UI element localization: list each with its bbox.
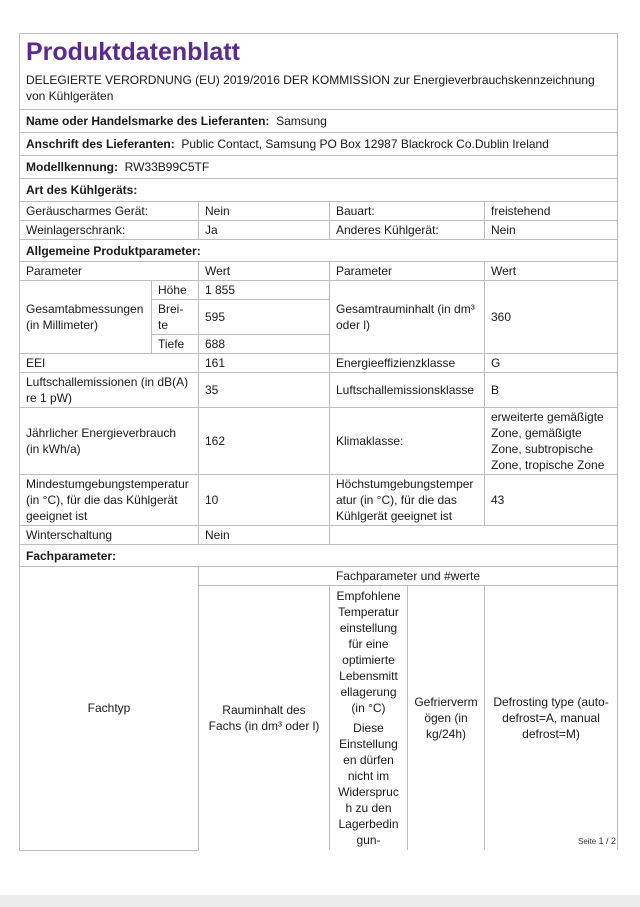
supplier-name-row (20, 110, 618, 133)
col-parameter-header-2: Parameter (330, 262, 485, 281)
page-label: Seite (578, 837, 597, 846)
max-temp-value: 43 (485, 475, 618, 526)
supplier-address-value: Public Contact, Samsung PO Box 12987 Blackrock Co.Dublin Ireland (181, 137, 549, 151)
winter-switch-value: Nein (199, 526, 330, 545)
low-noise-value: Nein (199, 202, 330, 221)
supplier-address-row (20, 133, 618, 156)
compartment-type-header: Fachtyp (20, 567, 199, 851)
noise-emission-label: Luftschallemissionen (in dB(A) re 1 pW) (20, 373, 199, 408)
supplier-name-value: Samsung (276, 114, 327, 128)
depth-value: 688 (199, 335, 330, 354)
model-id-row (20, 156, 618, 179)
height-label: Höhe (152, 281, 199, 300)
energy-class-label: Energieeffizienzklasse (330, 354, 485, 373)
page-bottom-strip (0, 895, 640, 907)
min-temp-label: Mindestumgebungstemperatur (in °C), für die das Kühlgerät geeignet ist (20, 475, 199, 526)
winter-switch-label: Winterschaltung (20, 526, 199, 545)
supplier-name-label: Name oder Handelsmarke des Lieferanten: (26, 114, 270, 128)
wine-cabinet-label: Weinlagerschrank: (20, 221, 199, 240)
total-volume-label: Gesamtrauminhalt (in dm³ oder l) (330, 281, 485, 354)
appliance-type-heading: Art des Kühlgeräts: (20, 179, 618, 202)
recommended-temp-text: Empfohlene Temperatureinstellung für eine optimierte Lebensmittellagerung (in °C) (336, 589, 401, 715)
min-temp-value: 10 (199, 475, 330, 526)
recommended-temp-note: Diese Einstellungen dürfen nicht im Widerspruch zu den Lagerbedingun- (338, 721, 399, 847)
dimensions-label: Gesamtabmessungen (in Millimeter) (20, 281, 152, 354)
height-value: 1 855 (199, 281, 330, 300)
supplier-address-label: Anschrift des Lieferanten: (26, 137, 175, 151)
total-volume-value: 360 (485, 281, 618, 354)
page-number: 1 / 2 (598, 836, 616, 846)
noise-class-value: B (485, 373, 618, 408)
depth-label: Tiefe (152, 335, 199, 354)
wine-cabinet-value: Ja (199, 221, 330, 240)
design-label: Bauart: (330, 202, 485, 221)
design-value: freistehend (485, 202, 618, 221)
regulation-intro: DELEGIERTE VERORDNUNG (EU) 2019/2016 DER KOMMISSION zur Energieverbrauchskennzeichnung von Kühlgeräten (26, 73, 595, 103)
width-value: 595 (199, 300, 330, 335)
other-appliance-label: Anderes Kühlgerät: (330, 221, 485, 240)
noise-emission-value: 35 (199, 373, 330, 408)
annual-consumption-value: 162 (199, 408, 330, 475)
defrost-type-header: Defrosting type (auto-defrost=A, manual defrost=M) (485, 586, 618, 851)
model-id-label: Modellkennung: (26, 160, 118, 174)
recommended-temp-header (330, 586, 408, 851)
col-parameter-header: Parameter (20, 262, 199, 281)
model-id-value: RW33B99C5TF (124, 160, 210, 174)
col-value-header: Wert (199, 262, 330, 281)
compartment-volume-header: Rauminhalt des Fachs (in dm³ oder l) (199, 586, 330, 851)
width-label: Brei-te (152, 300, 199, 335)
freezing-capacity-header: Gefriervermögen (in kg/24h) (408, 586, 485, 851)
col-value-header-2: Wert (485, 262, 618, 281)
special-parameters-heading: Fachparameter: (20, 545, 618, 567)
energy-class-value: G (485, 354, 618, 373)
compartment-params-group-header: Fachparameter und #werte (199, 567, 618, 586)
page-title: Produktdatenblatt (26, 38, 240, 66)
climate-class-value: erweiterte gemäßigte Zone, gemäßigte Zone, subtropische Zone, tropische Zone (485, 408, 618, 475)
max-temp-label: Höchstumgebungstemperatur (in °C), für die das Kühlgerät geeignet ist (330, 475, 485, 526)
noise-class-label: Luftschallemissionsklasse (330, 373, 485, 408)
other-appliance-value: Nein (485, 221, 618, 240)
annual-consumption-label: Jährlicher Energieverbrauch (in kWh/a) (20, 408, 199, 475)
general-parameters-heading: Allgemeine Produktparameter: (20, 240, 618, 262)
empty-cell (330, 526, 618, 545)
page-footer (578, 836, 616, 846)
product-data-sheet (19, 33, 618, 851)
eei-value: 161 (199, 354, 330, 373)
low-noise-label: Geräuscharmes Gerät: (20, 202, 199, 221)
climate-class-label: Klimaklasse: (330, 408, 485, 475)
eei-label: EEI (20, 354, 199, 373)
